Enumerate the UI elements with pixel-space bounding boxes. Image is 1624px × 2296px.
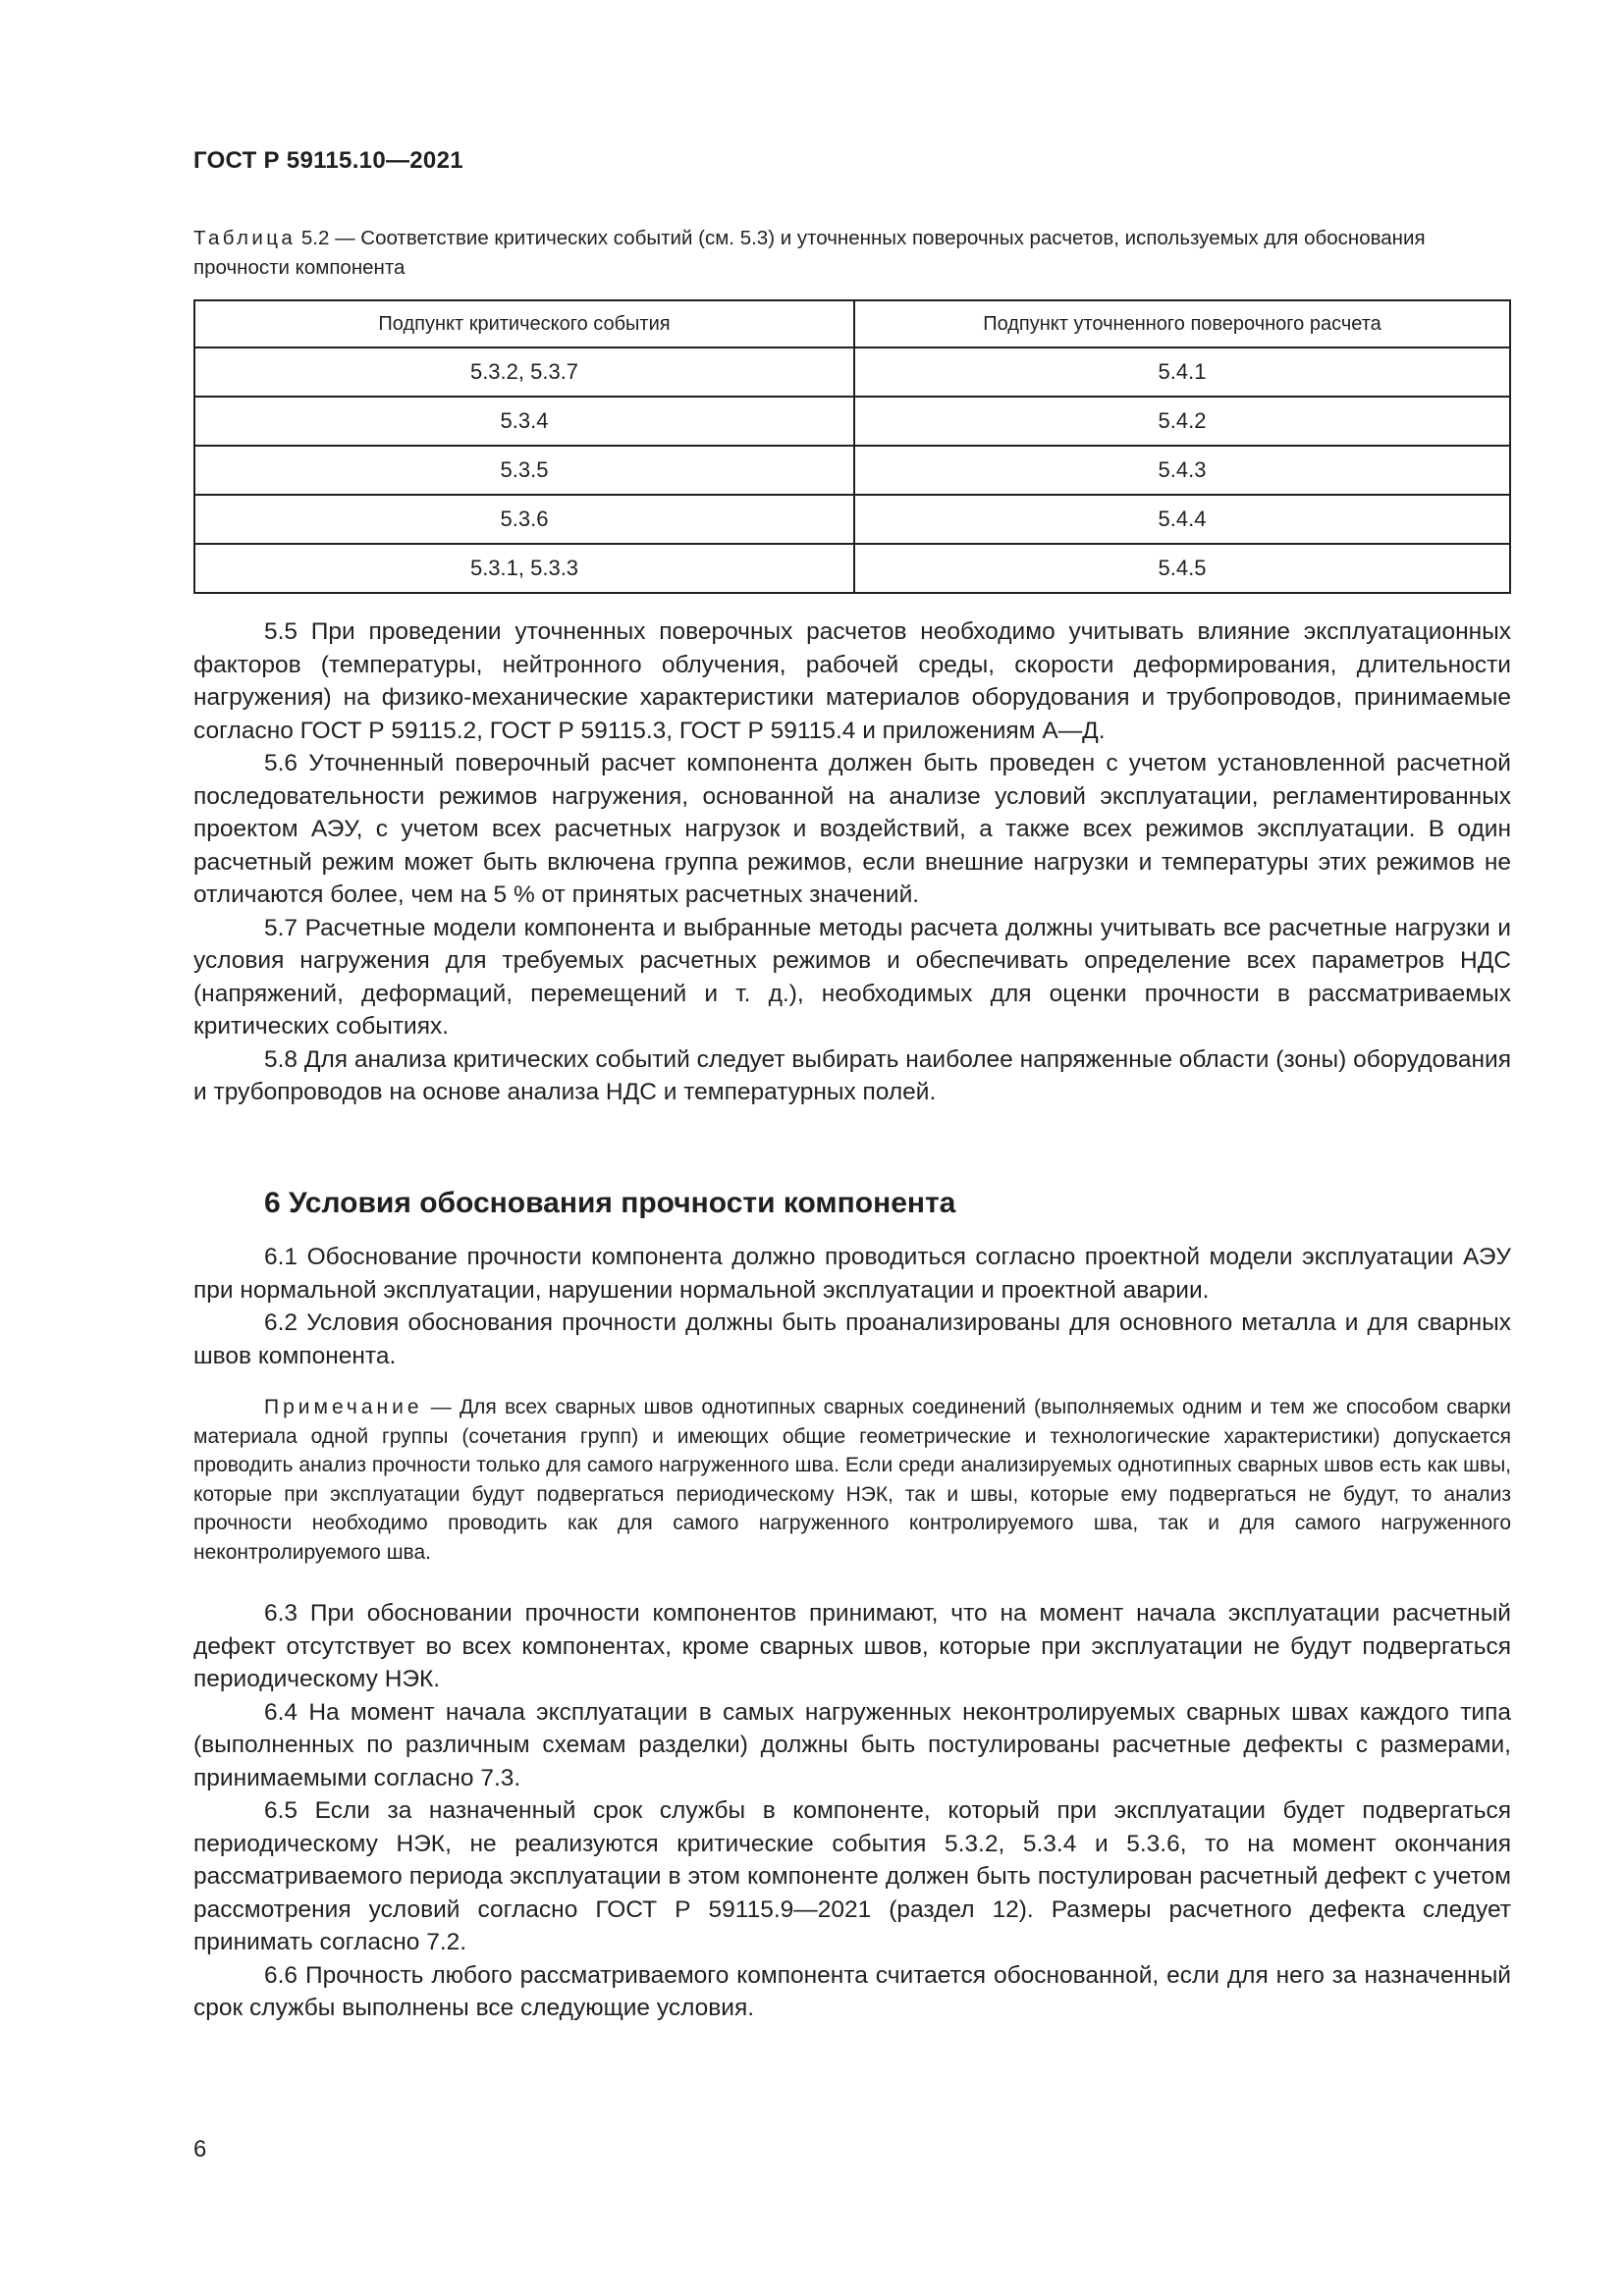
page-number: 6 bbox=[193, 2136, 207, 2163]
note-text: — Для всех сварных швов однотипных сварных соединений (выполняемых одним и тем же способом сварки материала одной группы (сочетания групп) и имеющих общие геометрические и технологические характеристики) допускается проводить анализ прочности только для самого нагруженного шва. Если среди анализируемых однотипных сварных швов есть как швы, которые при эксплуатации будут подвергаться периодическому НЭК, так и швы, которые ему подвергаться не будут, то анализ прочности необходимо проводить как для самого нагруженного контролируемого шва, так и для самого нагруженного неконтролируемого шва. bbox=[193, 1396, 1511, 1564]
table-row bbox=[194, 397, 1510, 446]
table-row bbox=[194, 495, 1510, 544]
paragraph-5-7: 5.7 Расчетные модели компонента и выбранные методы расчета должны учитывать все расчетные нагрузки и условия нагружения для требуемых расчетных режимов и обеспечивать определение всех параметров НДС (напряжений, деформаций, перемещений и т. д.), необходимых для оценки прочности в рассматриваемых критических событиях. bbox=[193, 914, 1511, 1040]
paragraph-6-2: 6.2 Условия обоснования прочности должны быть проанализированы для основного металла и для сварных швов компонента. bbox=[193, 1309, 1511, 1369]
note-label: Примечание bbox=[264, 1396, 423, 1418]
document-header: ГОСТ Р 59115.10—2021 bbox=[193, 147, 463, 174]
column-header: Подпункт критического события bbox=[194, 300, 854, 347]
table-cell: 5.4.4 bbox=[854, 495, 1510, 544]
table-row bbox=[194, 446, 1510, 495]
table-caption-text: 5.2 — Соответствие критических событий (см. 5.3) и уточненных поверочных расчетов, используемых для обоснования прочности компонента bbox=[193, 227, 1426, 279]
table-header-row bbox=[194, 300, 1510, 347]
paragraph-5-6: 5.6 Уточненный поверочный расчет компонента должен быть проведен с учетом установленной расчетной последовательности режимов нагружения, основанной на анализе условий эксплуатации, регламентированных проектом АЭУ, с учетом всех расчетных нагрузок и воздействий, а также всех режимов эксплуатации. В один расчетный режим может быть включена группа режимов, если внешние нагрузки и температуры этих режимов не отличаются более, чем на 5 % от принятых расчетных значений. bbox=[193, 750, 1511, 908]
paragraphs-section-6-intro bbox=[193, 1241, 1511, 1372]
note-block bbox=[193, 1393, 1511, 1567]
correspondence-table bbox=[193, 299, 1511, 594]
section-heading: 6 Условия обоснования прочности компонента bbox=[264, 1187, 956, 1219]
table-cell: 5.3.5 bbox=[194, 446, 854, 495]
table-cell: 5.3.4 bbox=[194, 397, 854, 446]
paragraph-5-5: 5.5 При проведении уточненных поверочных расчетов необходимо учитывать влияние эксплуатационных факторов (температуры, нейтронного облучения, рабочей среды, скорости деформирования, длительности нагружения) на физико-механические характеристики материалов оборудования и трубопроводов, принимаемые согласно ГОСТ Р 59115.2, ГОСТ Р 59115.3, ГОСТ Р 59115.4 и приложениям А—Д. bbox=[193, 618, 1511, 744]
table-cell: 5.3.6 bbox=[194, 495, 854, 544]
paragraphs-section-6-rest bbox=[193, 1597, 1511, 2025]
paragraphs-section-5 bbox=[193, 615, 1511, 1109]
table-row bbox=[194, 347, 1510, 397]
table-row bbox=[194, 544, 1510, 593]
table-cell: 5.3.2, 5.3.7 bbox=[194, 347, 854, 397]
paragraph-6-3: 6.3 При обосновании прочности компонентов принимают, что на момент начала эксплуатации расчетный дефект отсутствует во всех компонентах, кроме сварных швов, которые при эксплуатации не будут подвергаться периодическому НЭК. bbox=[193, 1600, 1511, 1692]
table-cell: 5.4.1 bbox=[854, 347, 1510, 397]
paragraph-6-6: 6.6 Прочность любого рассматриваемого компонента считается обоснованной, если для него за назначенный срок службы выполнены все следующие условия. bbox=[193, 1961, 1511, 2021]
table-cell: 5.4.2 bbox=[854, 397, 1510, 446]
table-caption-label: Таблица bbox=[193, 227, 297, 249]
table-caption bbox=[193, 224, 1511, 283]
paragraph-5-8: 5.8 Для анализа критических событий следует выбирать наиболее напряженные области (зоны) оборудования и трубопроводов на основе анализа НДС и температурных полей. bbox=[193, 1045, 1511, 1105]
table-cell: 5.3.1, 5.3.3 bbox=[194, 544, 854, 593]
paragraph-6-5: 6.5 Если за назначенный срок службы в компоненте, который при эксплуатации будет подвергаться периодическому НЭК, не реализуются критические события 5.3.2, 5.3.4 и 5.3.6, то на момент окончания рассматриваемого периода эксплуатации в этом компоненте должен быть постулирован расчетный дефект с учетом рассмотрения условий согласно ГОСТ Р 59115.9—2021 (раздел 12). Размеры расчетного дефекта следует принимать согласно 7.2. bbox=[193, 1797, 1511, 1955]
table-cell: 5.4.3 bbox=[854, 446, 1510, 495]
paragraph-6-4: 6.4 На момент начала эксплуатации в самых нагруженных неконтролируемых сварных швах каждого типа (выполненных по различным схемам разделки) должны быть постулированы расчетные дефекты с размерами, принимаемыми согласно 7.3. bbox=[193, 1698, 1511, 1791]
table-cell: 5.4.5 bbox=[854, 544, 1510, 593]
column-header: Подпункт уточненного поверочного расчета bbox=[854, 300, 1510, 347]
paragraph-6-1: 6.1 Обоснование прочности компонента должно проводиться согласно проектной модели эксплуатации АЭУ при нормальной эксплуатации, нарушении нормальной эксплуатации и проектной аварии. bbox=[193, 1244, 1511, 1304]
